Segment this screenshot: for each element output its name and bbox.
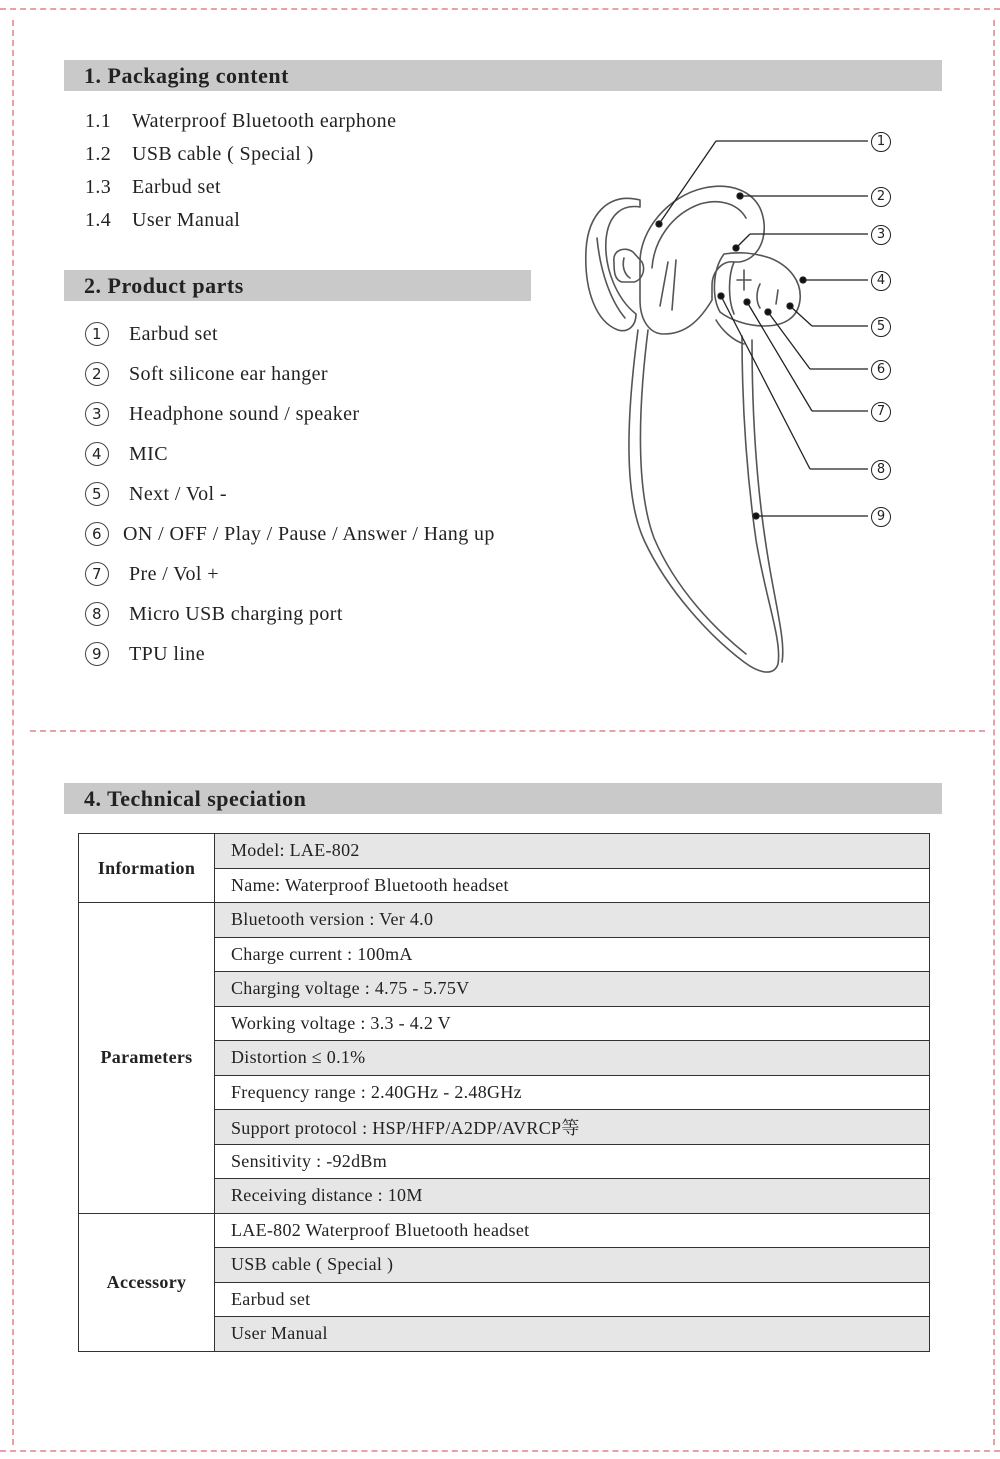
- part-item: [85, 482, 227, 506]
- part-item: [85, 322, 218, 346]
- packaging-item-number: 1.2: [85, 143, 112, 165]
- earphone-diagram: [560, 120, 920, 680]
- part-number-badge: 9: [85, 642, 109, 666]
- packaging-section-header: [64, 60, 942, 91]
- packaging-item-number: 1.3: [85, 176, 112, 198]
- spec-value: Receiving distance : 10M: [215, 1179, 930, 1214]
- spec-value: USB cable ( Special ): [215, 1248, 930, 1283]
- part-label: Soft silicone ear hanger: [129, 363, 328, 385]
- part-number-badge: 7: [85, 562, 109, 586]
- leader-dot-4: [800, 277, 806, 283]
- leader-dot-6: [765, 309, 771, 315]
- packaging-title: 1. Packaging content: [84, 63, 289, 88]
- packaging-item-label: Waterproof Bluetooth earphone: [132, 110, 397, 132]
- parts-title: 2. Product parts: [84, 273, 244, 298]
- spec-title: 4. Technical speciation: [84, 786, 307, 811]
- table-row: [79, 903, 930, 938]
- packaging-item-label: User Manual: [132, 209, 241, 231]
- part-item: [85, 362, 328, 386]
- leader-dot-7: [744, 299, 750, 305]
- part-label: Headphone sound / speaker: [129, 403, 360, 425]
- packaging-item-number: 1.1: [85, 110, 112, 132]
- part-number-badge: 5: [85, 482, 109, 506]
- callout-badge: 7: [871, 402, 891, 422]
- spec-value: Charging voltage : 4.75 - 5.75V: [215, 972, 930, 1007]
- packaging-item-label: Earbud set: [132, 176, 221, 198]
- part-label: ON / OFF / Play / Pause / Answer / Hang up: [123, 523, 495, 545]
- spec-value: Sensitivity : -92dBm: [215, 1144, 930, 1179]
- packaging-item: [85, 209, 240, 232]
- callout-badge: 9: [871, 507, 891, 527]
- part-item: [85, 442, 168, 466]
- category-cell: Accessory: [79, 1213, 215, 1351]
- leader-dot-5: [787, 303, 793, 309]
- spec-value: Support protocol : HSP/HFP/A2DP/AVRCP等: [215, 1110, 930, 1145]
- spec-value: Working voltage : 3.3 - 4.2 V: [215, 1006, 930, 1041]
- part-number-badge: 6: [85, 522, 109, 546]
- packaging-item-number: 1.4: [85, 209, 112, 231]
- spec-value: Distortion ≤ 0.1%: [215, 1041, 930, 1076]
- callout-badge: 5: [871, 317, 891, 337]
- leader-line-7: [747, 302, 812, 411]
- part-number-badge: 2: [85, 362, 109, 386]
- part-number-badge: 1: [85, 322, 109, 346]
- tpu-line: [629, 330, 779, 672]
- part-item: [85, 522, 495, 546]
- right-cut-line: [993, 20, 995, 1445]
- callout-badge: 2: [871, 187, 891, 207]
- callout-badge: 1: [871, 132, 891, 152]
- part-item: [85, 602, 343, 626]
- spec-value: User Manual: [215, 1317, 930, 1352]
- callout-badge: 6: [871, 360, 891, 380]
- rear-ear-hook: [586, 198, 640, 330]
- part-number-badge: 3: [85, 402, 109, 426]
- earphone-housing: [640, 186, 764, 334]
- leader-line-6: [768, 312, 810, 369]
- category-cell: Parameters: [79, 903, 215, 1214]
- part-label: Next / Vol -: [129, 483, 227, 505]
- top-cut-line: [0, 8, 1000, 10]
- spec-value: LAE-802 Waterproof Bluetooth headset: [215, 1213, 930, 1248]
- part-item: [85, 402, 360, 426]
- leader-dot-2: [737, 193, 743, 199]
- part-label: Micro USB charging port: [129, 603, 343, 625]
- callout-badge: 4: [871, 271, 891, 291]
- callout-badge: 3: [871, 225, 891, 245]
- leader-line-8: [721, 296, 810, 469]
- leader-dot-3: [733, 245, 739, 251]
- part-label: Earbud set: [129, 323, 218, 345]
- spec-value: Name: Waterproof Bluetooth headset: [215, 868, 930, 903]
- category-cell: Information: [79, 834, 215, 903]
- part-item: [85, 642, 205, 666]
- part-number-badge: 8: [85, 602, 109, 626]
- spec-value: Model: LAE-802: [215, 834, 930, 869]
- part-item: [85, 562, 219, 586]
- parts-section-header: [64, 270, 531, 301]
- packaging-item: [85, 143, 314, 166]
- middle-cut-line: [30, 730, 985, 732]
- spec-value: Charge current : 100mA: [215, 937, 930, 972]
- spec-value: Earbud set: [215, 1282, 930, 1317]
- leader-line-1: [659, 141, 716, 224]
- spec-value: Frequency range : 2.40GHz - 2.48GHz: [215, 1075, 930, 1110]
- leader-dot-9: [753, 513, 759, 519]
- part-label: MIC: [129, 443, 168, 465]
- spec-value: Bluetooth version : Ver 4.0: [215, 903, 930, 938]
- callout-badge: 8: [871, 460, 891, 480]
- spec-table: [78, 833, 930, 1352]
- leader-dot-8: [718, 293, 724, 299]
- packaging-item: [85, 110, 396, 133]
- leader-dot-1: [656, 221, 662, 227]
- table-row: [79, 1213, 930, 1248]
- part-label: Pre / Vol +: [129, 563, 219, 585]
- packaging-item-label: USB cable ( Special ): [132, 143, 314, 165]
- bottom-cut-line: [0, 1450, 1000, 1452]
- spec-section-header: [64, 783, 942, 814]
- left-cut-line: [12, 20, 14, 1445]
- part-number-badge: 4: [85, 442, 109, 466]
- packaging-item: [85, 176, 221, 199]
- part-label: TPU line: [129, 643, 205, 665]
- table-row: [79, 834, 930, 869]
